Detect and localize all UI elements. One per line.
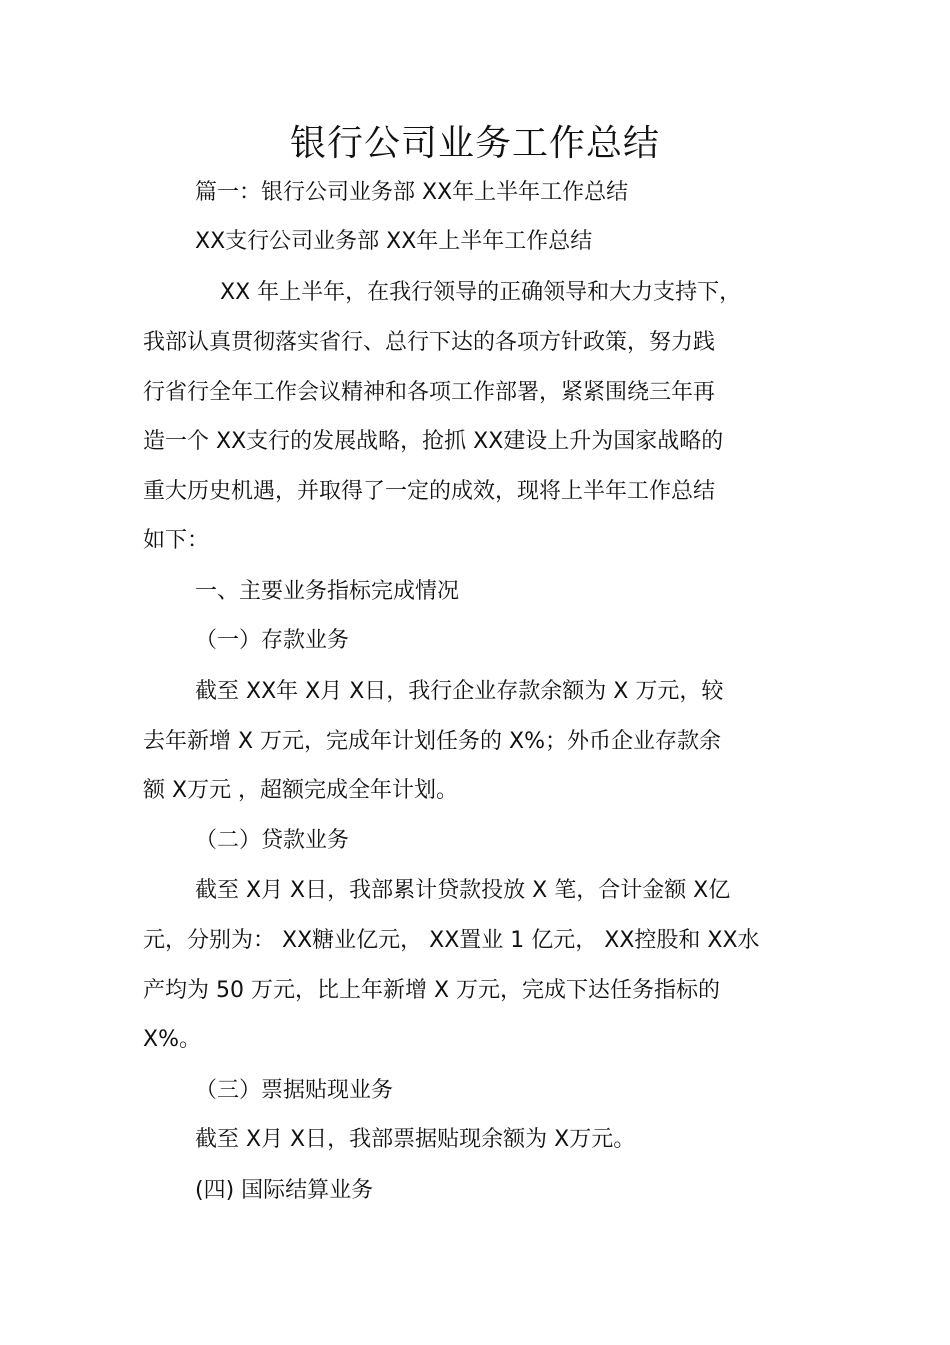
paragraph-line: 截至 X月 X日，我部累计贷款投放 X 笔，合计金额 X亿 (195, 878, 731, 903)
subsection-heading: （三）票据贴现业务 (195, 1078, 394, 1103)
subsection-heading: (四) 国际结算业务 (195, 1178, 374, 1203)
paragraph-line: 截至 XX年 X月 X日，我行企业存款余额为 X 万元，较 (195, 679, 724, 704)
subsection-heading: （二）贷款业务 (195, 828, 350, 853)
paragraph-line: 我部认真贯彻落实省行、总行下达的各项方针政策，努力践 (143, 330, 716, 355)
paragraph-line: 行省行全年工作会议精神和各项工作部署，紧紧围绕三年再 (143, 380, 716, 405)
section-heading: 一、主要业务指标完成情况 (195, 579, 460, 604)
paragraph-line: 造一个 XX支行的发展战略，抢抓 XX建设上升为国家战略的 (143, 429, 724, 454)
paragraph-line: 额 X万元 ，超额完成全年计划。 (143, 778, 459, 803)
paragraph-line: 截至 X月 X日，我部票据贴现余额为 X万元。 (195, 1127, 636, 1152)
subsection-heading: （一）存款业务 (195, 628, 350, 653)
paragraph-line: 元，分别为： XX糖业亿元， XX置业 1 亿元， XX控股和 XX水 (143, 928, 760, 953)
report-heading: XX支行公司业务部 XX年上半年工作总结 (195, 229, 593, 254)
chapter-heading: 篇一：银行公司业务部 XX年上半年工作总结 (195, 180, 629, 205)
document-title: 银行公司业务工作总结 (289, 123, 660, 164)
paragraph-line: XX 年上半年，在我行领导的正确领导和大力支持下， (220, 280, 742, 305)
paragraph-line: 重大历史机遇，并取得了一定的成效，现将上半年工作总结 (143, 479, 716, 504)
paragraph-line: 产均为 50 万元，比上年新增 X 万元，完成下达任务指标的 (143, 978, 721, 1003)
paragraph-line: 如下： (143, 528, 210, 553)
paragraph-line: X%。 (143, 1027, 201, 1052)
paragraph-line: 去年新增 X 万元，完成年计划任务的 X%；外币企业存款余 (143, 729, 722, 754)
